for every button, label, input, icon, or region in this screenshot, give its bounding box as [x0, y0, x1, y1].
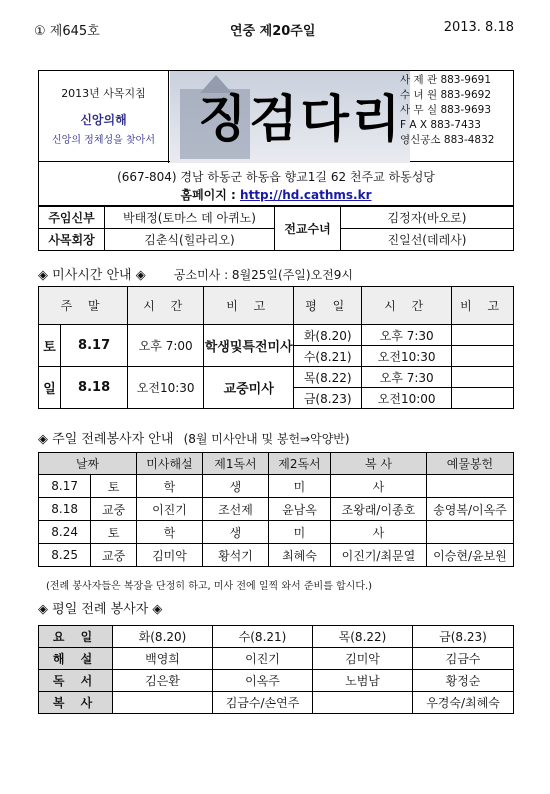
weekday-date: 목(8.22): [294, 367, 362, 388]
chair-name: 김춘식(힐라리오): [105, 229, 275, 251]
service-day: 교중: [91, 544, 137, 567]
pastor-label: 주임신부: [39, 207, 105, 229]
weekday-time: 오후 7:30: [362, 367, 452, 388]
sister-name: 진일선(데레사): [341, 229, 514, 251]
weekend-day: 일: [39, 367, 61, 409]
weekday-date: 금(8.23): [294, 388, 362, 409]
mass-heading: [38, 264, 353, 283]
cell: 황정순: [413, 670, 514, 692]
cell: 김금수/손연주: [213, 692, 313, 714]
commentator: 학: [136, 521, 202, 544]
weekday-time: 오전10:30: [362, 346, 452, 367]
service-day: 교중: [91, 498, 137, 521]
cell: 금(8.23): [413, 626, 514, 648]
table-row: [39, 367, 514, 388]
row-label: 해 설: [39, 648, 113, 670]
row-label: 요 일: [39, 626, 113, 648]
table-row: [39, 521, 514, 544]
sunday-service-table: [38, 452, 514, 567]
second-reader: 미: [268, 475, 330, 498]
first-reader: 생: [202, 521, 268, 544]
weekday-time: 오후 7:30: [362, 325, 452, 346]
commentator: 학: [136, 475, 202, 498]
weekday-note: [452, 346, 514, 367]
cell: 김금수: [413, 648, 514, 670]
col-offering: 예물봉헌: [426, 453, 513, 475]
sisters-label: 전교수녀: [275, 207, 341, 251]
table-row: [39, 475, 514, 498]
contact-item: 수 녀 원 883-9692: [400, 89, 491, 101]
weekend-time: 오전10:30: [128, 367, 204, 409]
mass-heading-title: ◈ 미사시간 안내 ◈: [38, 268, 146, 283]
second-reader: 미: [268, 521, 330, 544]
cell: 수(8.21): [213, 626, 313, 648]
first-reader: 황석기: [202, 544, 268, 567]
service-date: 8.25: [39, 544, 91, 567]
issue-number: ① 제645호: [34, 24, 100, 39]
col-time: 시 간: [362, 287, 452, 325]
col-altar-server: 복 사: [330, 453, 426, 475]
table-row: [39, 544, 514, 567]
weekday-note: [452, 367, 514, 388]
row-label: 독 서: [39, 670, 113, 692]
weekday-date: 수(8.21): [294, 346, 362, 367]
first-reader: 조선제: [202, 498, 268, 521]
sister-name: 김정자(바오로): [341, 207, 514, 229]
table-row: [39, 626, 514, 648]
row-label: 복 사: [39, 692, 113, 714]
weekend-day: 토: [39, 325, 61, 367]
service-date: 8.17: [39, 475, 91, 498]
bulletin-header: [30, 14, 520, 42]
offering-note: (8월 미사안내 및 봉헌⇒악양반): [183, 432, 350, 446]
weekend-note: 학생및특전미사: [204, 325, 294, 367]
weekday-time: 오전10:00: [362, 388, 452, 409]
col-weekday: 평 일: [294, 287, 362, 325]
cell: 화(8.20): [113, 626, 213, 648]
table-row: [39, 498, 514, 521]
server-notice: (전례 봉사자들은 복장을 단정히 하고, 미사 전에 일찍 와서 준비를 합시다.): [46, 581, 373, 592]
table-row: [39, 325, 514, 346]
mass-schedule-table: [38, 286, 514, 409]
issue-date: 2013. 8.18: [443, 20, 514, 35]
cell: 이옥주: [213, 670, 313, 692]
cell: 김미악: [313, 648, 413, 670]
contact-item: F A X 883-7433: [400, 119, 481, 131]
staff-table: [38, 206, 514, 251]
service-day: 토: [91, 521, 137, 544]
sunday-service-title: ◈ 주일 전례봉사자 안내: [38, 432, 174, 447]
parish-address: [38, 162, 514, 206]
col-weekend: 주 말: [39, 287, 128, 325]
contact-list: [400, 73, 515, 148]
offering: [426, 521, 513, 544]
col-second-reading: 제2독서: [268, 453, 330, 475]
cell: 이진기: [213, 648, 313, 670]
service-date: 8.24: [39, 521, 91, 544]
altar-server: 사: [330, 521, 426, 544]
year-of-faith: 신앙의해: [80, 113, 127, 127]
contact-item: 사 제 관 883-9691: [400, 74, 491, 86]
homepage-label: 홈페이지 :: [180, 188, 241, 202]
table-row: [39, 692, 514, 714]
weekend-date: 8.17: [61, 325, 128, 367]
col-time: 시 간: [128, 287, 204, 325]
commentator: 이진기: [136, 498, 202, 521]
weekday-service-table: [38, 625, 514, 714]
offering: 이승현/윤보원: [426, 544, 513, 567]
weekday-service-heading: ◈ 평일 전례 봉사자 ◈: [38, 602, 163, 617]
address-text: (667-804) 경남 하동군 하동읍 향교1길 62 천주교 하동성당: [117, 170, 435, 184]
liturgical-week: 연중 제20주일: [230, 24, 316, 39]
weekend-time: 오후 7:00: [128, 325, 204, 367]
masthead: [38, 70, 514, 162]
mission-mass-note: 공소미사 : 8월25일(주일)오전9시: [173, 268, 353, 282]
table-row: [39, 648, 514, 670]
chair-label: 사목회장: [39, 229, 105, 251]
weekday-note: [452, 388, 514, 409]
weekday-date: 화(8.20): [294, 325, 362, 346]
col-date: 날짜: [39, 453, 137, 475]
cell: 노범남: [313, 670, 413, 692]
offering: [426, 475, 513, 498]
first-reader: 생: [202, 475, 268, 498]
offering: 송영복/이옥주: [426, 498, 513, 521]
bulletin-title: 징검다리: [198, 89, 404, 148]
homepage: [39, 186, 513, 203]
col-first-reading: 제1독서: [202, 453, 268, 475]
cell: [313, 692, 413, 714]
pastoral-guideline: [39, 71, 169, 163]
weekend-date: 8.18: [61, 367, 128, 409]
weekday-note: [452, 325, 514, 346]
cell: 백영희: [113, 648, 213, 670]
cell: 우경숙/최혜숙: [413, 692, 514, 714]
table-row: [39, 670, 514, 692]
second-reader: 최혜숙: [268, 544, 330, 567]
col-commentator: 미사해설: [136, 453, 202, 475]
col-note: 비 고: [452, 287, 514, 325]
weekend-note: 교중미사: [204, 367, 294, 409]
altar-server: 이진기/최문열: [330, 544, 426, 567]
commentator: 김미악: [136, 544, 202, 567]
pastoral-year: 2013년 사목지침: [61, 87, 146, 100]
cell: [113, 692, 213, 714]
altar-server: 사: [330, 475, 426, 498]
sunday-service-heading: [38, 428, 350, 447]
contact-item: 영신공소 883-4832: [400, 134, 495, 146]
altar-server: 조왕래/이종호: [330, 498, 426, 521]
cell: 김은환: [113, 670, 213, 692]
second-reader: 윤남옥: [268, 498, 330, 521]
col-note: 비 고: [204, 287, 294, 325]
faith-motto: 신앙의 정체성을 찾아서: [52, 135, 155, 146]
homepage-link[interactable]: http://hd.cathms.kr: [240, 188, 372, 202]
contact-item: 사 무 실 883-9693: [400, 104, 491, 116]
pastor-name: 박태정(토마스 데 아퀴노): [105, 207, 275, 229]
masthead-artwork: [170, 71, 410, 163]
service-day: 토: [91, 475, 137, 498]
service-date: 8.18: [39, 498, 91, 521]
cell: 목(8.22): [313, 626, 413, 648]
